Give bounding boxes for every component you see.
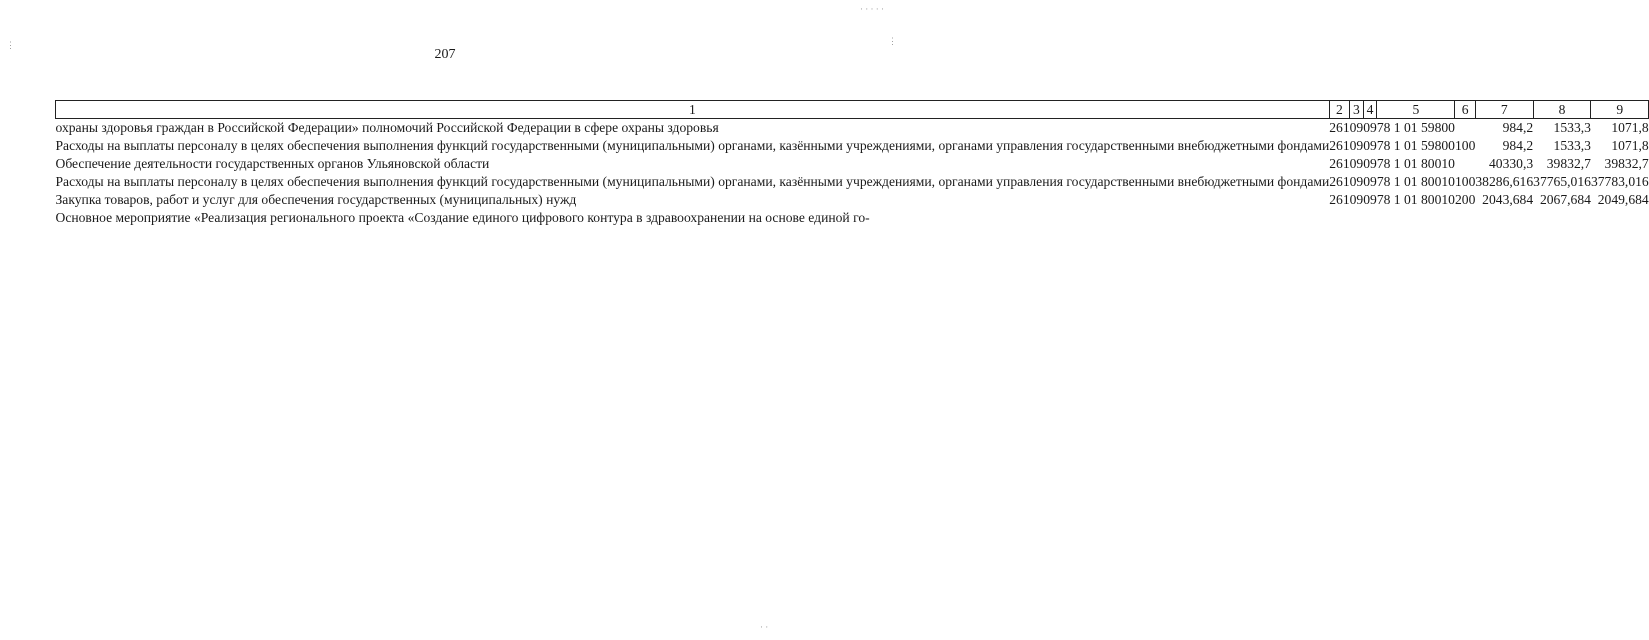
table-row bbox=[56, 155, 1649, 173]
target-code bbox=[1377, 209, 1455, 227]
section-code: 09 bbox=[1349, 138, 1364, 153]
expense-name: Закупка товаров, работ и услуг для обеспечения государственных (муниципальных) нужд bbox=[55, 192, 577, 207]
expense-type-code: 200 bbox=[1454, 192, 1476, 207]
amount-col7: 984,2 bbox=[1502, 120, 1534, 135]
amount-col8: 39832,7 bbox=[1546, 156, 1591, 171]
column-header: 2 bbox=[1329, 101, 1349, 119]
expense-type-code bbox=[1455, 209, 1475, 227]
expense-name: Основное мероприятие «Реализация регионального проекта «Создание единого цифрового контура в здравоохранении на основе единой го- bbox=[55, 210, 870, 225]
table-row bbox=[56, 209, 1649, 227]
amount-col7 bbox=[1475, 209, 1533, 227]
subsection-code: 09 bbox=[1363, 138, 1377, 153]
column-header: 5 bbox=[1377, 101, 1455, 119]
amount-col7: 984,2 bbox=[1502, 138, 1534, 153]
expense-name: Расходы на выплаты персоналу в целях обеспечения выполнения функций государственными (муниципальными) органами, казёнными учреждениями, органами управления государственными внебюджетными фондами bbox=[55, 138, 1330, 153]
admin-code bbox=[1329, 209, 1349, 227]
amount-col9: 1071,8 bbox=[1611, 138, 1649, 153]
column-header: 4 bbox=[1363, 101, 1377, 119]
budget-table bbox=[55, 100, 1649, 227]
column-header: 1 bbox=[56, 101, 1330, 119]
expense-name: Обеспечение деятельности государственных органов Ульяновской области bbox=[55, 156, 490, 171]
amount-col8: 1533,3 bbox=[1553, 120, 1591, 135]
admin-code: 261 bbox=[1329, 156, 1350, 171]
scan-artifact: ⋮ bbox=[6, 40, 15, 50]
subsection-code: 09 bbox=[1363, 192, 1377, 207]
target-code: 78 1 01 80010 bbox=[1376, 174, 1455, 189]
column-header: 7 bbox=[1475, 101, 1533, 119]
amount-col9: 1071,8 bbox=[1611, 120, 1649, 135]
page-number: 207 bbox=[434, 47, 456, 62]
section-code: 09 bbox=[1349, 192, 1364, 207]
expense-type-code bbox=[1455, 155, 1475, 173]
scan-artifact: ⋮ bbox=[888, 36, 897, 46]
column-header: 6 bbox=[1455, 101, 1475, 119]
amount-col9: 39832,7 bbox=[1604, 156, 1649, 171]
amount-col8 bbox=[1533, 209, 1591, 227]
target-code: 78 1 01 59800 bbox=[1376, 138, 1455, 153]
target-code: 78 1 01 80010 bbox=[1376, 192, 1455, 207]
table-row bbox=[56, 137, 1649, 155]
amount-col7: 38286,616 bbox=[1475, 174, 1534, 189]
section-code bbox=[1350, 209, 1364, 227]
admin-code: 261 bbox=[1329, 174, 1350, 189]
amount-col7: 40330,3 bbox=[1488, 156, 1534, 171]
target-code: 78 1 01 80010 bbox=[1376, 156, 1455, 171]
scan-artifact: · · bbox=[760, 622, 769, 632]
admin-code: 261 bbox=[1329, 192, 1350, 207]
table-row bbox=[56, 119, 1649, 138]
subsection-code: 09 bbox=[1363, 156, 1377, 171]
amount-col8: 2067,684 bbox=[1539, 192, 1591, 207]
expense-name: Расходы на выплаты персоналу в целях обеспечения выполнения функций государственными (муниципальными) органами, казёнными учреждениями, органами управления государственными внебюджетными фондами bbox=[55, 174, 1330, 189]
expense-type-code bbox=[1455, 119, 1475, 138]
table-row bbox=[56, 173, 1649, 191]
expense-type-code: 100 bbox=[1454, 174, 1476, 189]
section-code: 09 bbox=[1349, 174, 1364, 189]
column-header: 8 bbox=[1533, 101, 1591, 119]
table-row bbox=[56, 191, 1649, 209]
amount-col7: 2043,684 bbox=[1482, 192, 1534, 207]
header-row bbox=[56, 101, 1649, 119]
target-code: 78 1 01 59800 bbox=[1376, 120, 1455, 135]
expense-type-code: 100 bbox=[1454, 138, 1476, 153]
amount-col8: 37765,016 bbox=[1533, 174, 1591, 189]
amount-col9 bbox=[1591, 209, 1649, 227]
amount-col9: 37783,016 bbox=[1590, 174, 1649, 189]
scan-artifact: · · · · · bbox=[860, 4, 884, 14]
amount-col8: 1533,3 bbox=[1553, 138, 1591, 153]
expense-name: охраны здоровья граждан в Российской Федерации» полномочий Российской Федерации в сфере охраны здоровья bbox=[55, 120, 719, 135]
column-header: 3 bbox=[1350, 101, 1364, 119]
amount-col9: 2049,684 bbox=[1597, 192, 1649, 207]
column-header: 9 bbox=[1591, 101, 1649, 119]
admin-code: 261 bbox=[1329, 138, 1350, 153]
subsection-code: 09 bbox=[1363, 120, 1377, 135]
subsection-code: 09 bbox=[1363, 174, 1377, 189]
admin-code: 261 bbox=[1329, 120, 1350, 135]
section-code: 09 bbox=[1349, 120, 1364, 135]
subsection-code bbox=[1363, 209, 1377, 227]
section-code: 09 bbox=[1349, 156, 1364, 171]
